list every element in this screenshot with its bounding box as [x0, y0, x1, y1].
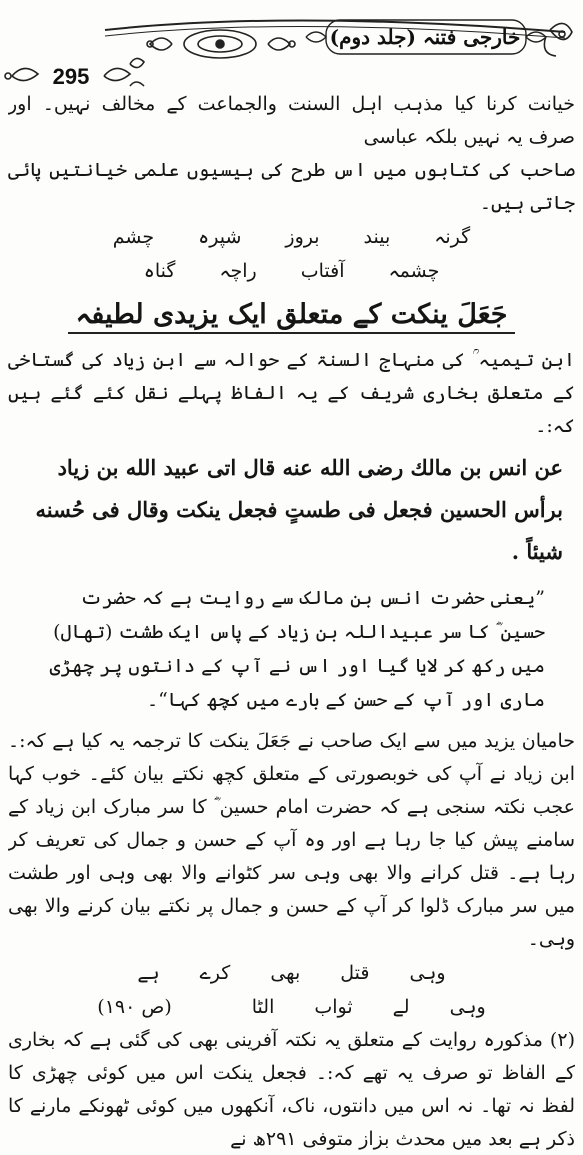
verse-word: الٹا [251, 996, 275, 1018]
verse-word: شپرہ [198, 226, 242, 248]
verse-word: گناہ [143, 260, 176, 282]
page-content [8, 88, 575, 1150]
verse-word: ثواب [314, 996, 353, 1018]
floral-ornament-icon [147, 30, 295, 58]
verse-line [8, 956, 575, 990]
verse-line [8, 990, 575, 1024]
intro-line: خیانت کرنا کیا مذہب اہل السنت والجماعت کے مخالف نہیں۔ اور صرف یہ نہیں بلکہ عباسی [8, 93, 575, 148]
verse-word: آفتاب [300, 260, 345, 282]
section-heading-text: جَعَلَ ینکت کے متعلق ایک یزیدی لطیفہ [68, 299, 516, 334]
verse-word: چشم [112, 226, 155, 248]
verse-word: کرے [199, 962, 231, 984]
floral-ornament-icon [544, 23, 572, 56]
hadith-translation: ”یعنی حضرت انس بن مالک سے روایت ہے کہ حضرت حسین ؓ کا سر عبیداللہ بن زیاد کے پاس ایک طشت (تھال) میں رکھ کر لایا گیا اور اس نے آپ کے دانتوں پر چھڑی ماری اور آپ کے حسن کے بارے میں کچھ کہا“۔ [49, 587, 545, 711]
verse-word: راچہ [219, 260, 257, 282]
verse-word: گرنہ [434, 226, 471, 248]
arabic-hadith-quote: عن انس بن مالك رضى الله عنه قال اتى عبيد الله بن زياد برأس الحسين فجعل فى طستٍ فجعل ينكت وقال فى حُسنه شيئاً . [35, 455, 563, 564]
paragraph: حامیان یزید میں سے ایک صاحب نے جَعَلَ ینکت کا ترجمہ یہ کیا ہے کہ:۔ ابن زیاد نے آپ کی خوبصورتی کے متعلق کچھ نکتے بیان کئے۔ خوب کہا عجب نکتہ سنجی ہے کہ حضرت امام حسین ؓ کا سر مبارک ابن زیاد کے سامنے پیش کیا جا رہا ہے اور وہ آپ کے حسن و جمال کی تعریف کر رہا ہے۔ قتل کرانے والا بھی وہی سر کٹوانے والا بھی وہی اور طشت میں سر مبارک ڈلوا کر آپ کے حسن و جمال پر نکتے بیان کرنے والا بھی وہی۔ [8, 730, 575, 950]
page-header [0, 0, 583, 88]
verse-word: وہی [449, 996, 486, 1018]
verse-word: بروز [285, 226, 320, 248]
verse-word: چشمہ [388, 260, 440, 282]
verse-word: بھی [270, 962, 301, 984]
verse-word: ہے [137, 962, 160, 984]
running-title: خارجی فتنہ (جلد دوم) [329, 25, 521, 49]
intro-line: صاحب کی کتابوں میں اس طرح کی بیسیوں علمی خیانتیں پائی جاتی ہیں۔ [8, 159, 575, 214]
paragraph: (۲) مذکورہ روایت کے متعلق یہ نکتہ آفرینی بھی کی گئی ہے کہ بخاری کے الفاظ تو صرف یہ تھے کہ:۔ فجعل ینکت اس میں کوئی چھڑی کا لفظ نہ تھا۔ نہ اس میں دانتوں، ناک، آنکھوں میں کوئی ٹھونکے مارنے کا ذکر ہے بعد میں محدث بزاز متوفی ۲۹۱ھ نے [8, 1029, 575, 1150]
page-number: 295 [52, 64, 90, 89]
paragraph: ابن تیمیہ ؒ کی منہاج السنۃ کے حوالہ سے ابن زیاد کی گستاخی کے متعلق بخاری شریف کے یہ الفاظ پہلے نقل کئے گئے ہیں کہ:۔ [8, 349, 575, 437]
verse-word: بیند [363, 226, 391, 248]
section-heading [8, 294, 575, 336]
verse-word: وہی [409, 962, 446, 984]
persian-verse-row [8, 220, 575, 254]
verse-word: لے [392, 996, 410, 1018]
persian-verse-row [8, 254, 575, 288]
verse-word: قتل [340, 962, 370, 984]
page-reference: (ص ۱۹۰) [97, 996, 172, 1018]
